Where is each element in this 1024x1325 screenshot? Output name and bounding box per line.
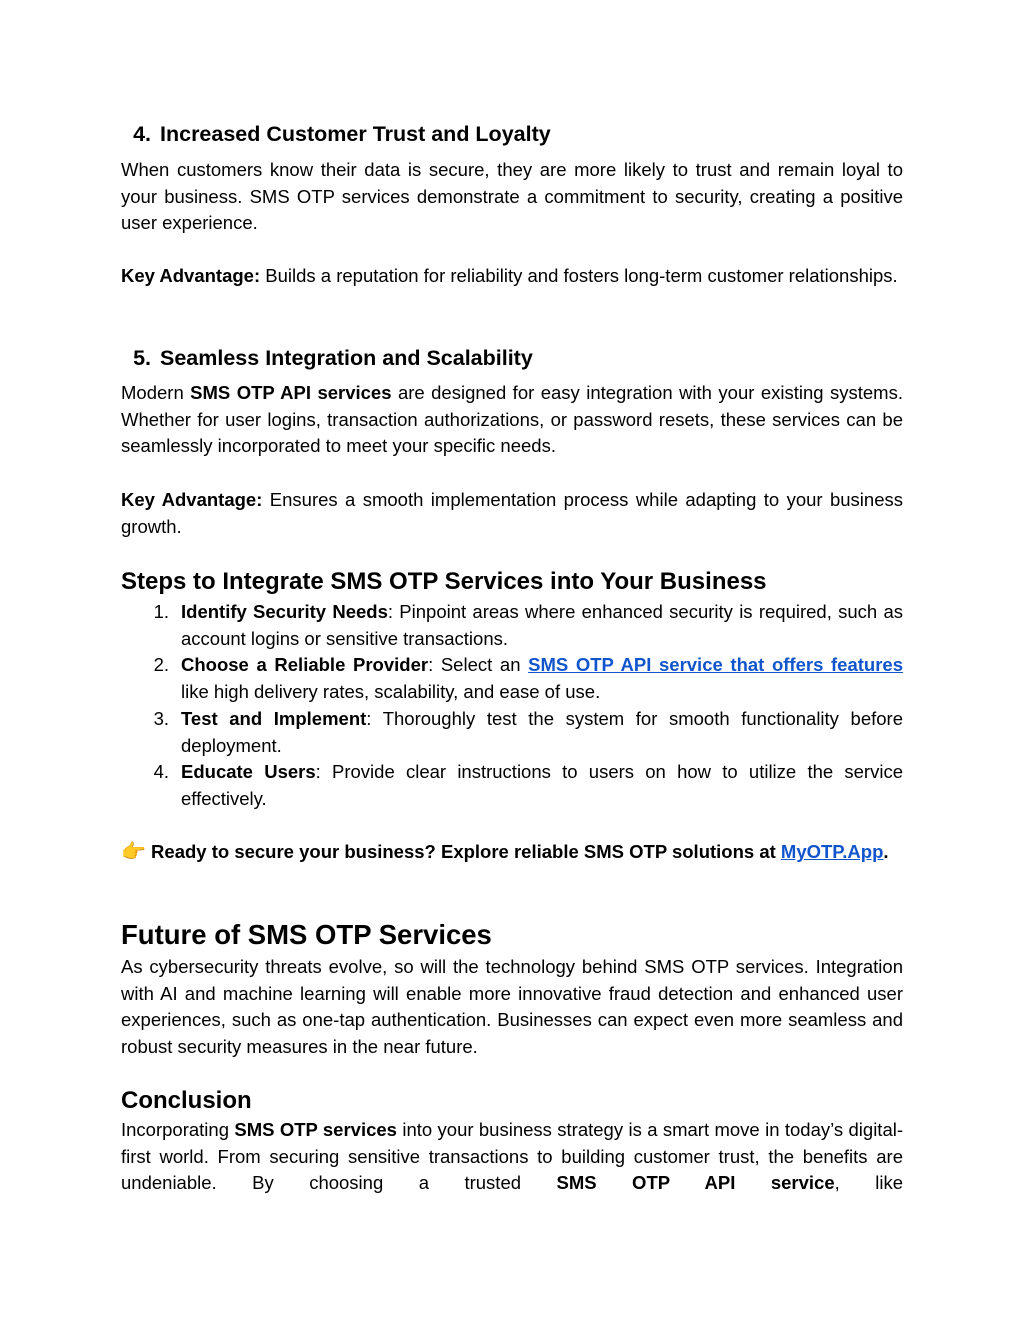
step-title: Educate Users [181,761,316,783]
step-number: 2. [153,654,169,676]
section-5-key-advantage [121,487,903,540]
section-4-heading [121,120,903,148]
section-5-body [121,380,903,460]
section-5-body-bold: SMS OTP API services [190,382,392,403]
conclusion-mid: into your business strategy is a smart move in today’s digital-first world. From securing sensitive transactions to building customer trust, the benefits are undeniable. By choosing a trusted [121,1119,904,1194]
step-text: : Provide clear instructions to users on how to utilize the service effectively. [181,761,903,809]
step-item [121,759,903,812]
steps-heading: Steps to Integrate SMS OTP Services into Your Business [121,568,767,595]
step-text: like high delivery rates, scalability, and ease of use. [181,681,601,703]
conclusion-bold-1: SMS OTP services [234,1119,397,1140]
step-title: Choose a Reliable Provider [181,654,429,676]
section-4-key-advantage [121,263,903,290]
key-advantage-label: Key Advantage: [121,265,261,286]
section-4-body: When customers know their data is secure, they are more likely to trust and remain loyal to your business. SMS OTP services demonstrate a commitment to security, creating a positive user experience. [121,159,903,234]
section-5-heading [121,344,903,372]
myotp-link[interactable]: MyOTP.App [780,841,884,862]
future-body: As cybersecurity threats evolve, so will the technology behind SMS OTP services. Integration with AI and machine learning will enable more innovative fraud detection and enhanced user experiences, such as one-tap authentication. Businesses can expect even more seamless and robust security measures in the near future. [121,956,903,1058]
steps-list [121,599,903,813]
key-advantage-text: Ensures a smooth implementation process while adapting to your business growth. [121,489,903,537]
conclusion-bold-2: SMS OTP API service [556,1172,835,1194]
step-title: Identify Security Needs [181,601,388,622]
section-5-body-post: are designed for easy integration with your existing systems. Whether for user logins, transaction authorizations, or password resets, these services can be seamlessly incorporated to meet your specific needs. [121,382,903,457]
step-item [121,599,903,652]
conclusion-end: , like [834,1172,903,1194]
section-5-number: 5. [133,346,151,370]
pointing-hand-icon: 👉 [121,841,146,863]
step-item [121,652,903,705]
section-4-title: Increased Customer Trust and Loyalty [160,122,551,146]
cta-text: Ready to secure your business? Explore reliable SMS OTP solutions at [145,841,781,862]
conclusion-pre: Incorporating [121,1119,235,1140]
future-heading: Future of SMS OTP Services [121,919,492,950]
section-4-number: 4. [133,122,151,146]
step-number: 3. [153,707,169,729]
step-text: : Pinpoint areas where enhanced security is required, such as account logins or sensitive transactions. [181,601,904,649]
conclusion-body [121,1117,903,1197]
key-advantage-label: Key Advantage: [121,489,263,510]
section-5-body-pre: Modern [121,382,191,403]
provider-features-link[interactable]: SMS OTP API service that offers features [528,654,903,676]
step-number: 1. [153,601,169,622]
step-number: 4. [153,761,169,783]
step-item [121,706,903,759]
section-5-title: Seamless Integration and Scalability [160,346,533,370]
cta-paragraph [121,839,903,866]
conclusion-heading: Conclusion [121,1087,252,1114]
step-text-pre: : Select an [428,654,529,676]
key-advantage-text: Builds a reputation for reliability and fosters long-term customer relationships. [260,265,898,286]
step-text: : Thoroughly test the system for smooth functionality before deployment. [181,707,903,756]
step-title: Test and Implement [181,707,367,729]
cta-end: . [883,841,889,862]
